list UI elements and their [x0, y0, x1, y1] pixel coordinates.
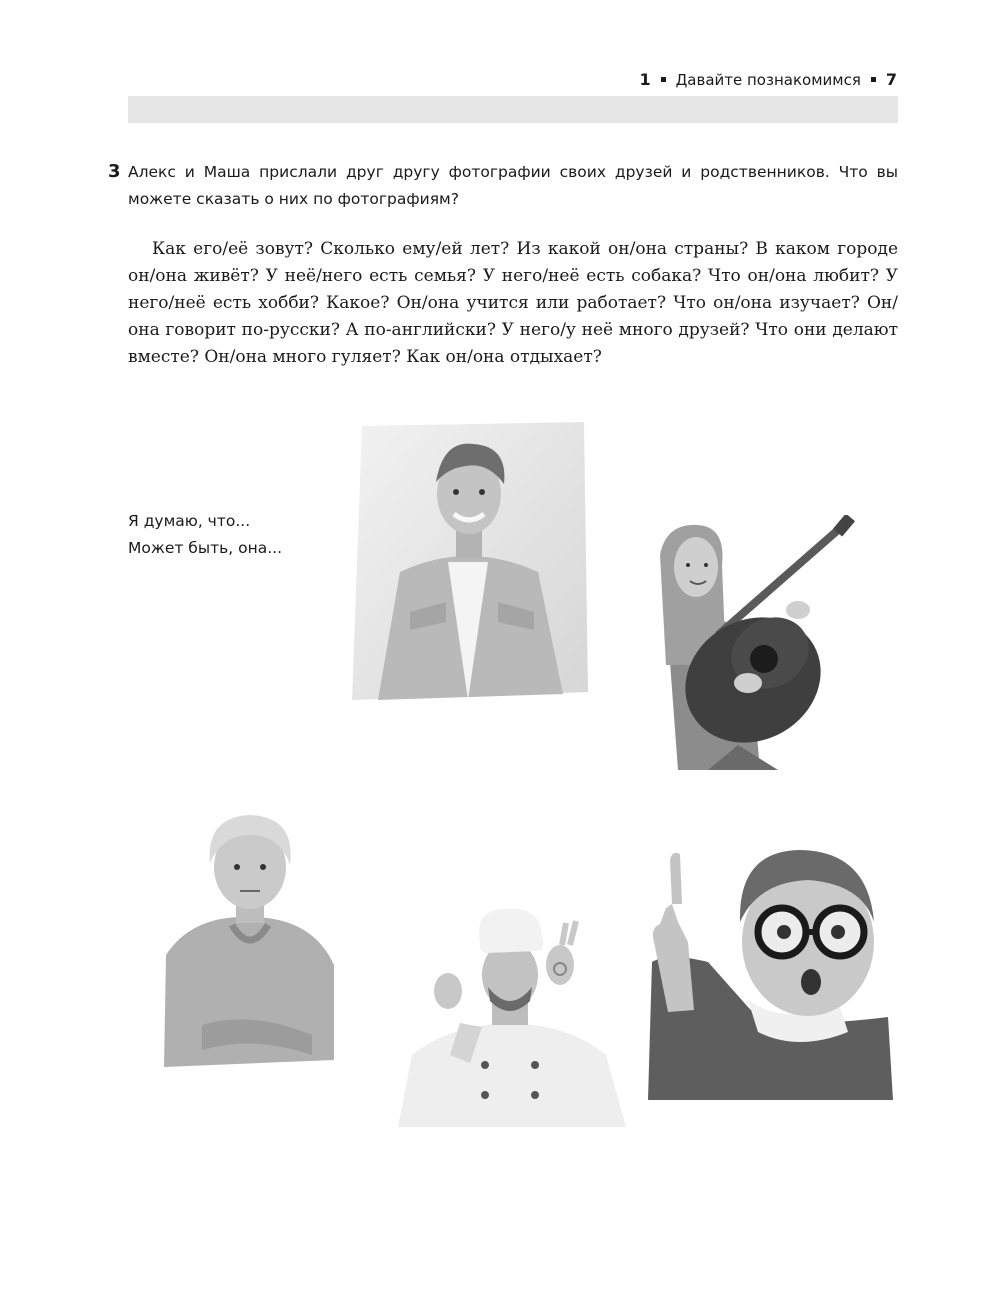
prompt-phrase: Я думаю, что...: [128, 512, 251, 530]
header-band: [128, 96, 898, 123]
guitar-girl-photo: [648, 515, 858, 770]
running-header: [639, 70, 897, 89]
exercise-instructions: Алекс и Маша прислали друг другу фотографии своих друзей и родственников. Что вы можете сказать о них по фотографиям?: [128, 163, 898, 208]
separator-square: [871, 77, 876, 82]
elderly-woman-photo: [162, 805, 337, 1067]
young-man-photo: [348, 422, 588, 700]
exercise-number: 3: [108, 161, 121, 182]
prompt-phrase: Может быть, она...: [128, 539, 283, 557]
boy-glasses-photo: [648, 832, 893, 1100]
chef-photo: [390, 905, 630, 1127]
exercise-questions: Как его/её зовут? Сколько ему/ей лет? Из какой он/она страны? В каком городе он/она живёт? У неё/него есть семья? У него/неё есть собака? Что он/она любит? У него/неё есть хобби? Какое? Он/она учится или работает? Что он/она изучает? Он/она говорит по-русски? А по-английски? У него/у неё много друзей? Что они делают вместе? Он/она много гуляет? Как он/она отдыхает?: [128, 239, 898, 367]
prompt-phrases: [128, 508, 282, 562]
page-number: 7: [885, 70, 897, 89]
chapter-number: 1: [639, 70, 651, 89]
separator-square: [661, 77, 666, 82]
chapter-title: Давайте познакомимся: [675, 70, 861, 89]
